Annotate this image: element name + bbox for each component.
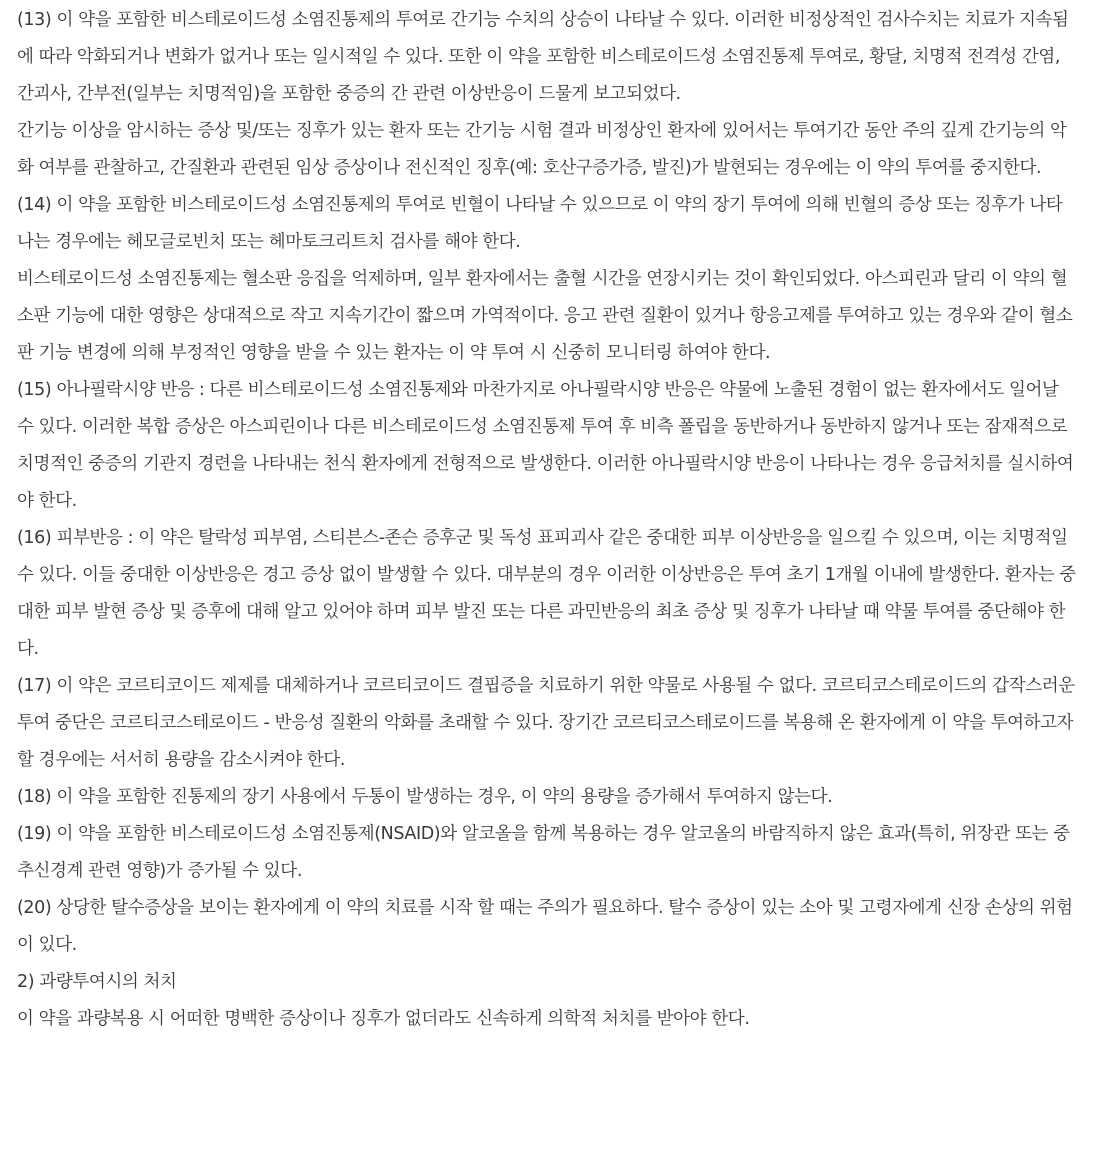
- paragraph-17-corticoid: (17) 이 약은 코르티코이드 제제를 대체하거나 코르티코이드 결핍증을 치료하기 위한 약물로 사용될 수 없다. 코르티코스테로이드의 갑작스러운 투여 중단은 코르티코스테로이드 - 반응성 질환의 악화를 초래할 수 있다. 장기간 코르티코스테로이드를 복용해 온 환자에게 이 약을 투여하고자 할 경우에는 서서히 용량을 감소시켜야 한다.: [17, 676, 1075, 770]
- paragraph-15-anaphylactoid: (15) 아나필락시양 반응 : 다른 비스테로이드성 소염진통제와 마찬가지로 아나필락시양 반응은 약물에 노출된 경험이 없는 환자에서도 일어날 수 있다. 이러한 복합 증상은 아스피린이나 다른 비스테로이드성 소염진통제 투여 후 비측 폴립을 동반하거나 동반하지 않거나 또는 잠재적으로 치명적인 중증의 기관지 경련을 나타내는 천식 환자에게 전형적으로 발생한다. 이러한 아나필락시양 반응이 나타나는 경우 응급처치를 실시하여야 한다.: [17, 380, 1074, 511]
- paragraph-20-dehydration: (20) 상당한 탈수증상을 보이는 환자에게 이 약의 치료를 시작 할 때는 주의가 필요하다. 탈수 증상이 있는 소아 및 고령자에게 신장 손상의 위험이 있다.: [17, 898, 1073, 955]
- paragraph-16-skin-reaction: (16) 피부반응 : 이 약은 탈락성 피부염, 스티븐스-존슨 증후군 및 독성 표피괴사 같은 중대한 피부 이상반응을 일으킬 수 있으며, 이는 치명적일 수 있다. 이들 중대한 이상반응은 경고 증상 없이 발생할 수 있다. 대부분의 경우 이러한 이상반응은 투여 초기 1개월 이내에 발생한다. 환자는 중대한 피부 발현 증상 및 증후에 대해 알고 있어야 하며 피부 발진 또는 다른 과민반응의 최초 증상 및 징후가 나타날 때 약물 투여를 중단해야 한다.: [17, 528, 1076, 659]
- paragraph-liver-monitoring: 간기능 이상을 암시하는 증상 및/또는 징후가 있는 환자 또는 간기능 시험 결과 비정상인 환자에 있어서는 투여기간 동안 주의 깊게 간기능의 악화 여부를 관찰하고, 간질환과 관련된 임상 증상이나 전신적인 징후(예: 호산구증가증, 발진)가 발현되는 경우에는 이 약의 투여를 중지한다.: [17, 121, 1067, 178]
- paragraph-14-anemia: (14) 이 약을 포함한 비스테로이드성 소염진통제의 투여로 빈혈이 나타날 수 있으므로 이 약의 장기 투여에 의해 빈혈의 증상 또는 징후가 나타나는 경우에는 헤모글로빈치 또는 헤마토크리트치 검사를 해야 한다.: [17, 195, 1063, 252]
- paragraph-platelet-function: 비스테로이드성 소염진통제는 혈소판 응집을 억제하며, 일부 환자에서는 출혈 시간을 연장시키는 것이 확인되었다. 아스피린과 달리 이 약의 혈소판 기능에 대한 영향은 상대적으로 작고 지속기간이 짧으며 가역적이다. 응고 관련 질환이 있거나 항응고제를 투여하고 있는 경우와 같이 혈소판 기능 변경에 의해 부정적인 영향을 받을 수 있는 환자는 이 약 투여 시 신중히 모니터링 하여야 한다.: [17, 269, 1073, 363]
- paragraph-overdose-treatment: 이 약을 과량복용 시 어떠한 명백한 증상이나 징후가 없더라도 신속하게 의학적 처치를 받아야 한다.: [17, 1009, 750, 1029]
- paragraph-19-alcohol: (19) 이 약을 포함한 비스테로이드성 소염진통제(NSAID)와 알코올을 함께 복용하는 경우 알코올의 바람직하지 않은 효과(특히, 위장관 또는 중추신경계 관련 영향)가 증가될 수 있다.: [17, 824, 1070, 881]
- paragraph-13-liver-function: (13) 이 약을 포함한 비스테로이드성 소염진통제의 투여로 간기능 수치의 상승이 나타날 수 있다. 이러한 비정상적인 검사수치는 치료가 지속됨에 따라 악화되거나 변화가 없거나 또는 일시적일 수 있다. 또한 이 약을 포함한 비스테로이드성 소염진통제 투여로, 황달, 치명적 전격성 간염, 간괴사, 간부전(일부는 치명적임)을 포함한 중증의 간 관련 이상반응이 드물게 보고되었다.: [17, 10, 1069, 104]
- section-heading-overdose: 2) 과량투여시의 처치: [17, 972, 177, 992]
- paragraph-18-headache: (18) 이 약을 포함한 진통제의 장기 사용에서 두통이 발생하는 경우, 이 약의 용량을 증가해서 투여하지 않는다.: [17, 787, 833, 807]
